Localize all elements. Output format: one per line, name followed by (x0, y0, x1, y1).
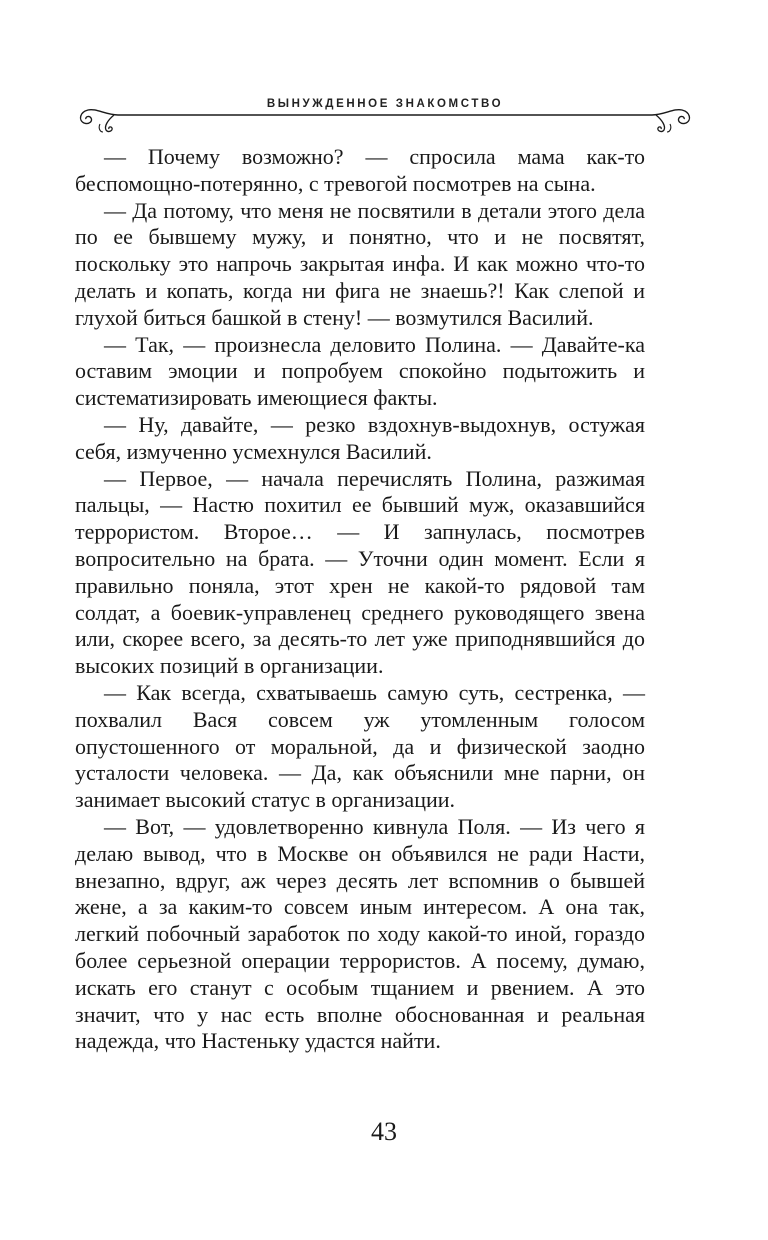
paragraph: — Как всегда, схватываешь самую суть, сестренка, — похвалил Вася совсем уж утомленным голосом опустошенного от моральной, да и физической заодно усталости человека. — Да, как объяснили мне парни, он занимает высокий статус в организации. (75, 679, 645, 813)
paragraph: — Почему возможно? — спросила мама как-то беспомощно-потерянно, с тревогой посмотрев на сына. (75, 144, 645, 196)
running-title: ВЫНУЖДЕННОЕ ЗНАКОМСТВО (266, 98, 504, 110)
paragraph: — Первое, — начала перечислять Полина, разжимая пальцы, — Настю похитил ее бывший муж, оказавшийся террористом. Второе… — И запнулась, посмотрев вопросительно на брата. — Уточни один момент. Если я правильно поняла, этот хрен не какой-то рядовой там солдат, а боевик-управленец среднего руководящего звена или, скорее всего, за десять-то лет уже приподнявшийся до высоких позиций в организации. (75, 465, 645, 679)
paragraph: — Так, — произнесла деловито Полина. — Давайте-ка оставим эмоции и попробуем спокойно подытожить и систематизировать имеющиеся факты. (75, 331, 645, 411)
body-text (75, 144, 645, 1055)
paragraph: — Да потому, что меня не посвятили в детали этого дела по ее бывшему мужу, и понятно, что и не посвятят, поскольку это напрочь закрытая инфа. И как можно что-то делать и копать, когда ни фига не знаешь?! Как слепой и глухой биться башкой в стену! — возмутился Василий. (75, 197, 645, 330)
paragraph: — Вот, — удовлетворенно кивнула Поля. — Из чего я делаю вывод, что в Москве он объявился не ради Насти, внезапно, вдруг, аж через десять лет вспомнив о бывшей жене, а за каким-то совсем иным интересом. А она так, легкий побочный заработок по ходу какой-то иной, гораздо более серьезной операции террористов. А посему, думаю, искать его станут с особым тщанием и рвением. А это значит, что у нас есть вполне обоснованная и реальная надежда, что Настеньку удастся найти. (75, 813, 645, 1054)
paragraph: — Ну, давайте, — резко вздохнув-выдохнув, остужая себя, измученно усмехнулся Василий. (75, 411, 645, 464)
page-number: 43 (371, 1117, 397, 1146)
running-header (70, 92, 700, 142)
